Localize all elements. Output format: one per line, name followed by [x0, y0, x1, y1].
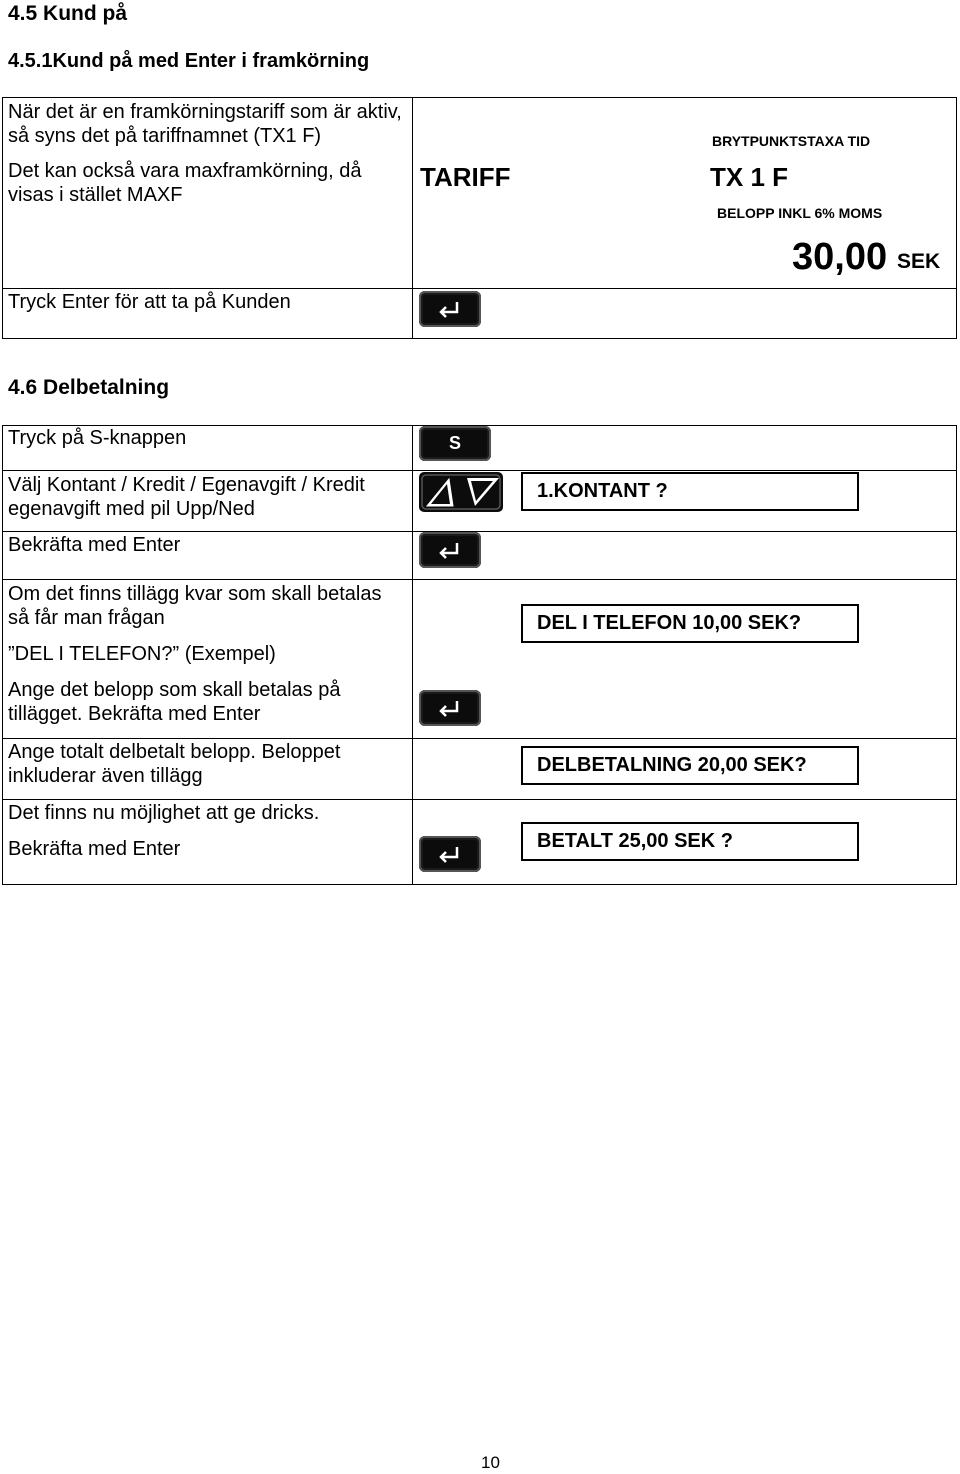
page-number: 10 [481, 1453, 500, 1472]
section-heading: 4.5 Kund på [8, 2, 128, 25]
instruction-text: Det finns nu möjlighet att ge dricks. [8, 802, 320, 824]
description-text: När det är en framkörningstariff som är aktiv, så syns det på tariffnamnet (TX1 F) [8, 101, 402, 147]
terminal-display-box: BETALT 25,00 SEK ? [521, 822, 859, 861]
s-key-icon [419, 426, 491, 461]
amount-value: 30,00 [792, 236, 888, 278]
subsection-heading: 4.5.1Kund på med Enter i framkörning [8, 50, 370, 72]
section-heading: 4.6 Delbetalning [8, 376, 170, 399]
tariff-name: TX 1 F [710, 162, 789, 192]
instruction-text: Tryck Enter för att ta på Kunden [8, 291, 291, 313]
instruction-text: Välj Kontant / Kredit / Egenavgift / Kredit egenavgift med pil Upp/Ned [8, 474, 365, 520]
instruction-text: Om det finns tillägg kvar som skall betalas så får man frågan [8, 583, 382, 629]
terminal-display-box: 1.KONTANT ? [521, 472, 859, 511]
instruction-text: Bekräfta med Enter [8, 838, 181, 860]
enter-key-icon [419, 690, 481, 726]
instruction-text: Ange totalt delbetalt belopp. Beloppet inkluderar även tillägg [8, 741, 341, 787]
s-key-label: S [448, 433, 461, 453]
amount-label: BELOPP INKL 6% MOMS [717, 205, 883, 221]
arrow-keys-icon [419, 472, 503, 512]
enter-key-icon [419, 532, 481, 568]
tariff-type: BRYTPUNKTSTAXA TID [712, 133, 871, 149]
instruction-text: Tryck på S-knappen [8, 427, 187, 449]
tariff-label: TARIFF [420, 162, 511, 192]
enter-key-icon [419, 291, 481, 327]
terminal-display-box: DEL I TELEFON 10,00 SEK? [521, 604, 859, 643]
instruction-text: Ange det belopp som skall betalas på tillägget. Bekräfta med Enter [8, 679, 341, 725]
example-text: ”DEL I TELEFON?” (Exempel) [8, 643, 276, 665]
description-text: Det kan också vara maxframkörning, då visas i stället MAXF [8, 160, 362, 206]
instruction-text: Bekräfta med Enter [8, 534, 181, 556]
enter-key-icon [419, 836, 481, 872]
currency: SEK [897, 250, 941, 273]
terminal-display-box: DELBETALNING 20,00 SEK? [521, 746, 859, 785]
